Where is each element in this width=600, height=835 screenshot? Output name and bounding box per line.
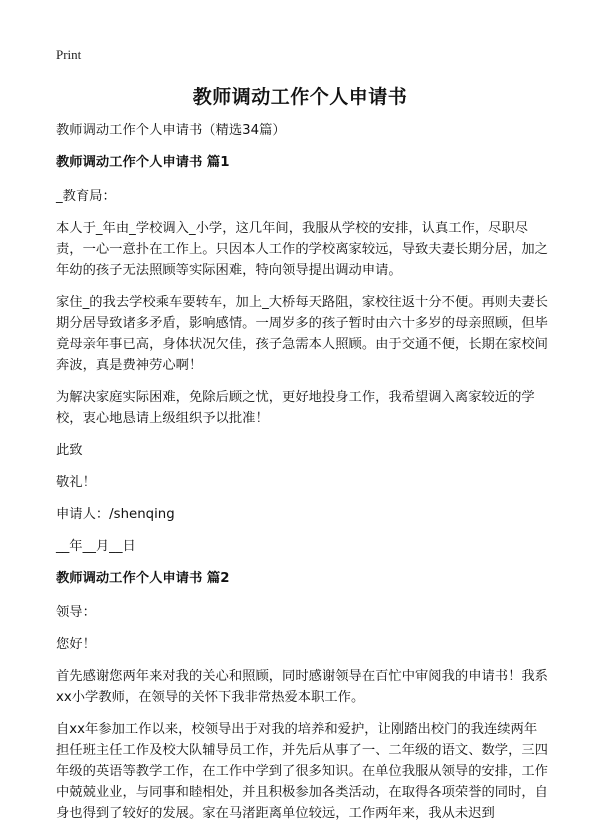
document-body <box>56 120 550 835</box>
paragraph: 自xx年参加工作以来，校领导出于对我的培养和爱护，让刚踏出校门的我连续两年担任班主任工作及校大队辅导员工作，并先后从事了一、二年级的语文、数学，三四年级的英语等教学工作，在工作中学到了很多知识。在单位我服从领导的安排，工作中兢兢业业，与同事和睦相处，并且积极参加各类活动，在取得各项荣誉的同时，自身也得到了较好的发展。家在马渚距离单位较远，工作两年来，我从未迟到 <box>56 722 548 821</box>
salutation: _教育局： <box>56 189 116 204</box>
applicant-line: 申请人：/shenqing <box>56 507 175 522</box>
date-line: __年__月__日 <box>56 539 136 554</box>
paragraph: 本人于_年由_学校调入_小学，这几年间，我服从学校的安排，认真工作，尽职尽责，一心一意扑在工作上。只因本人工作的学校离家较远，导致夫妻长期分居，加之年幼的孩子无法照顾等实际困难，特向领导提出调动申请。 <box>56 221 548 278</box>
greeting-line: 您好！ <box>56 637 96 652</box>
paragraph: 为解决家庭实际困难，免除后顾之忧，更好地投身工作，我希望调入离家较近的学校，衷心地恳请上级组织予以批准！ <box>56 390 535 426</box>
closing-line: 此致 <box>56 443 83 458</box>
section-heading-2: 教师调动工作个人申请书 篇2 <box>56 571 230 586</box>
document-title: 教师调动工作个人申请书 <box>192 86 408 108</box>
document-subtitle: 教师调动工作个人申请书（精选34篇） <box>56 123 286 138</box>
paragraph: 家住_的我去学校乘车要转车，加上_大桥每天路阻，家校往返十分不便。再则夫妻长期分居导致诸多矛盾，影响感情。一周岁多的孩子暂时由六十多岁的母亲照顾，但毕竟母亲年事已高，身体状况欠佳，孩子急需本人照顾。由于交通不便，长期在家校间奔波，真是费神劳心啊！ <box>56 295 548 373</box>
paragraph: 首先感谢您两年来对我的关心和照顾，同时感谢领导在百忙中审阅我的申请书！我系xx小学教师，在领导的关怀下我非常热爱本职工作。 <box>56 669 548 705</box>
print-link[interactable]: Print <box>56 47 82 62</box>
salutation: 领导： <box>56 605 96 620</box>
section-heading-1: 教师调动工作个人申请书 篇1 <box>56 155 230 170</box>
closing-line: 敬礼！ <box>56 475 96 490</box>
